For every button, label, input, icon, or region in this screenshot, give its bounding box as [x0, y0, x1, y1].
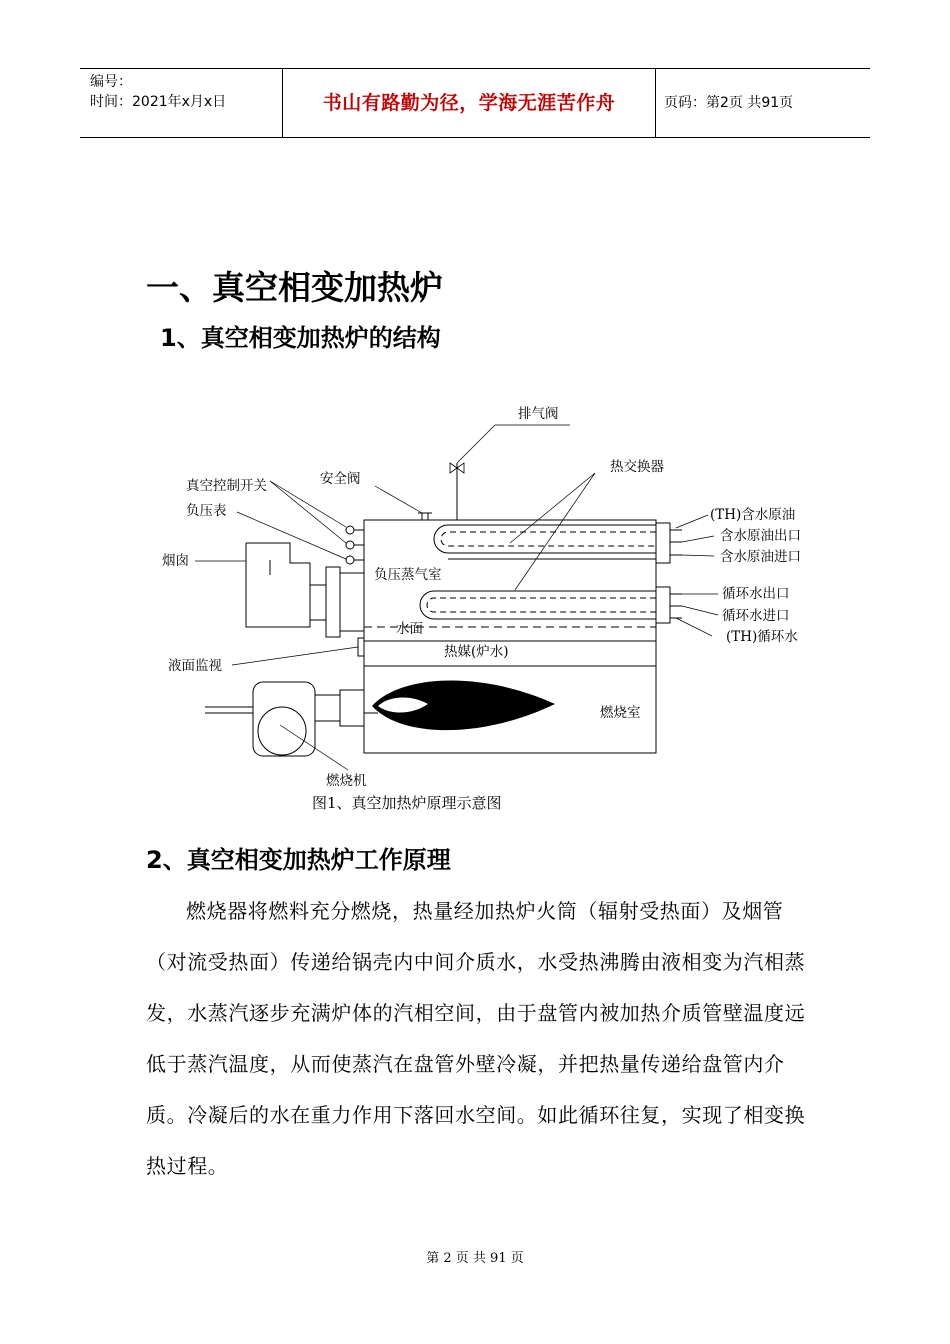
- label-vacuum-switch: 真空控制开关: [186, 478, 267, 494]
- number-label: 编号：: [90, 74, 132, 90]
- label-chimney: 烟囱: [162, 553, 189, 569]
- label-heat-medium: 热媒(炉水): [444, 644, 509, 660]
- section2-heading: 2、真空相变加热炉工作原理: [146, 846, 451, 874]
- heater-diagram: [150, 395, 830, 825]
- header-meta: [80, 69, 282, 137]
- upper-flange: [656, 523, 670, 563]
- page-footer: 第 2 页 共 91 页: [426, 1251, 524, 1266]
- label-oil-inlet: 含水原油进口: [720, 549, 801, 565]
- burner-fan: [258, 707, 306, 755]
- label-heat-exchanger: 热交换器: [610, 459, 664, 475]
- upper-coil-outer: [434, 525, 656, 553]
- body-paragraph: 燃烧器将燃料充分燃烧，热量经加热炉火筒（辐射受热面）及烟管（对流受热面）传递给锅壳内中间介质水，水受热沸腾由液相变为汽相蒸发，水蒸汽逐步充满炉体的汽相空间，由于盘管内被加热介质管壁温度远低于蒸汽温度，从而使蒸汽在盘管外壁冷凝，并把热量传递给盘管内介质。冷凝后的水在重力作用下落回水空间。如此循环往复，实现了相变换热过程。: [146, 899, 806, 1178]
- label-burner: 燃烧机: [326, 773, 367, 789]
- label-oil-outlet: 含水原油出口: [720, 528, 801, 544]
- label-water-surface: 水面: [396, 621, 423, 637]
- header-motto-cell: [282, 69, 656, 137]
- label-exhaust-valve: 排气阀: [518, 406, 559, 422]
- diagram-caption: 图1、真空加热炉原理示意图: [312, 794, 502, 812]
- label-level-monitor: 液面监视: [168, 658, 222, 674]
- label-th-oil: (TH)含水原油: [710, 507, 796, 523]
- label-th-water: (TH)循环水: [726, 629, 798, 645]
- chimney: [246, 543, 310, 627]
- lower-coil-outer: [420, 591, 656, 619]
- label-combustion-chamber: 燃烧室: [600, 705, 641, 721]
- lower-coil-inner: [427, 598, 656, 612]
- page-header: [80, 68, 870, 138]
- motto: 书山有路勤为径，学海无涯苦作舟: [322, 92, 616, 114]
- label-safety-valve: 安全阀: [320, 471, 361, 487]
- label-water-outlet: 循环水出口: [722, 586, 790, 602]
- section1-heading: 1、真空相变加热炉的结构: [160, 324, 441, 352]
- label-water-inlet: 循环水进口: [722, 608, 790, 624]
- label-neg-pressure-gauge: 负压表: [186, 503, 227, 519]
- header-page-cell: [655, 69, 870, 137]
- page-info: 页码：第2页 共91页: [664, 95, 794, 111]
- upper-coil-inner: [441, 532, 656, 546]
- lower-flange: [656, 587, 670, 623]
- label-steam-chamber: 负压蒸气室: [374, 567, 442, 583]
- time-label: 时间：2021年x月x日: [90, 94, 227, 110]
- page-title: 一、真空相变加热炉: [146, 268, 443, 307]
